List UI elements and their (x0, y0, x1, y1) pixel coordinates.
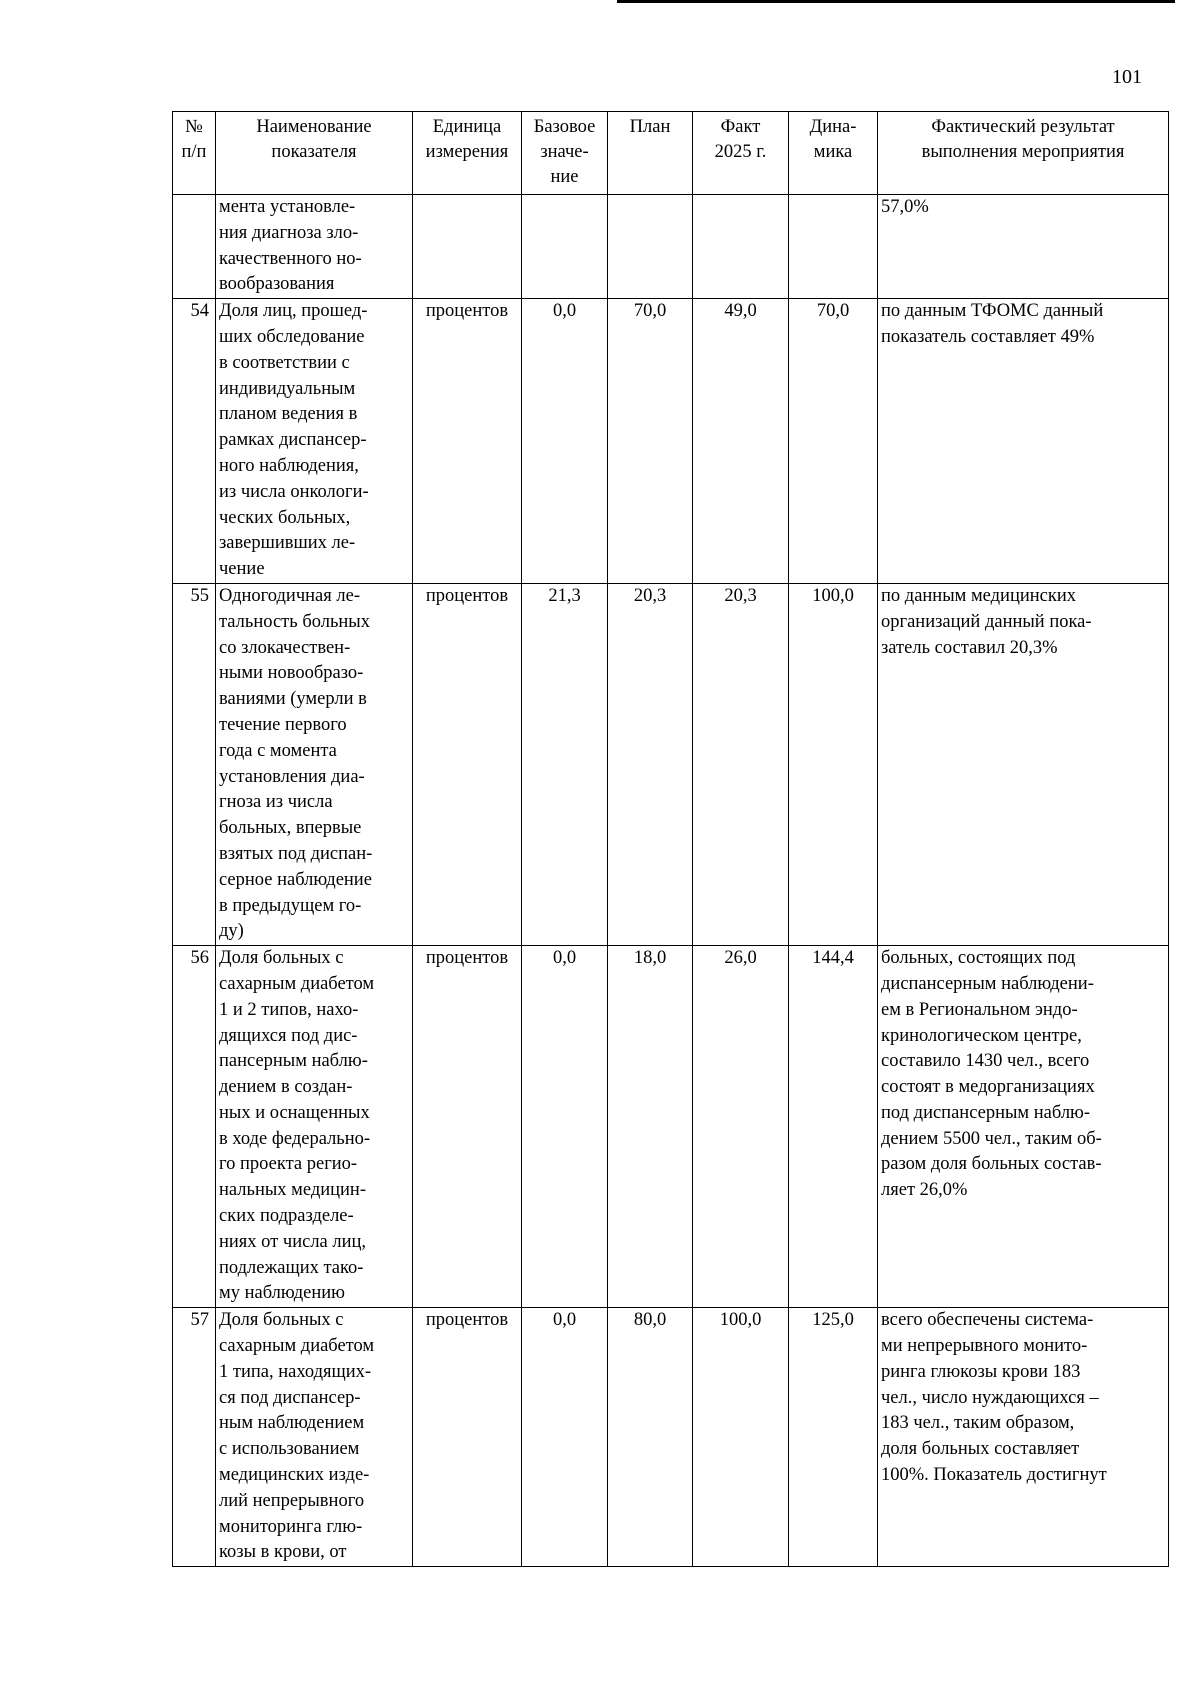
cell-line: чение (219, 559, 265, 580)
table-row (173, 299, 1169, 584)
cell-line: 1 и 2 типов, нахо- (219, 999, 359, 1020)
cell-line: кринологическом центре, (881, 1025, 1082, 1046)
cell-line: со злокачествен- (219, 637, 351, 658)
cell-line: козы в крови, от (219, 1542, 347, 1563)
cell-line: индивидуальным (219, 378, 356, 399)
cell-line: ным наблюдением (219, 1413, 365, 1434)
cell-unit: процентов (413, 1308, 522, 1567)
header-name (216, 112, 413, 195)
page-number: 101 (1112, 66, 1142, 88)
cell-line: ных и оснащенных (219, 1102, 370, 1123)
header-line: мика (813, 142, 853, 162)
cell-line: ваниями (умерли в (219, 689, 367, 710)
cell-result (878, 299, 1169, 584)
header-dynamics (789, 112, 878, 195)
cell-base: 21,3 (522, 583, 608, 945)
cell-result (878, 1308, 1169, 1567)
cell-line: в ходе федерально- (219, 1128, 371, 1149)
cell-dynamics: 125,0 (789, 1308, 878, 1567)
cell-line: ми непрерывного монито- (881, 1336, 1088, 1357)
cell-line: тальность больных (219, 611, 370, 632)
cell-line: ными новообразо- (219, 663, 364, 684)
cell-unit (413, 195, 522, 299)
cell-fact: 49,0 (693, 299, 789, 584)
cell-line: ших обследование (219, 326, 365, 347)
cell-line: под диспансерным наблю- (881, 1102, 1091, 1123)
cell-result (878, 195, 1169, 299)
cell-fact: 100,0 (693, 1308, 789, 1567)
cell-line: ния диагноза зло- (219, 222, 359, 243)
cell-plan: 70,0 (608, 299, 693, 584)
cell-line: планом ведения в (219, 404, 358, 425)
cell-line: в соответствии с (219, 352, 350, 373)
cell-num: 55 (173, 583, 216, 945)
header-plan (608, 112, 693, 195)
cell-line: сахарным диабетом (219, 1336, 375, 1357)
header-result (878, 112, 1169, 195)
cell-line: лий непрерывного (219, 1490, 365, 1511)
cell-num: 56 (173, 946, 216, 1308)
cell-line: года с момента (219, 740, 337, 761)
cell-line: го проекта регио- (219, 1154, 358, 1175)
cell-line: ских подразделе- (219, 1206, 354, 1227)
cell-line: ем в Региональном эндо- (881, 999, 1078, 1020)
cell-line: Доля лиц, прошед- (219, 301, 368, 322)
cell-line: Доля больных с (219, 948, 344, 969)
cell-line: из числа онкологи- (219, 481, 369, 502)
cell-line: 100%. Показатель достигнут (881, 1465, 1107, 1486)
cell-line: всего обеспечены система- (881, 1310, 1094, 1331)
cell-dynamics (789, 195, 878, 299)
cell-line: завершивших ле- (219, 533, 356, 554)
cell-line: ного наблюдения, (219, 455, 359, 476)
header-num (173, 112, 216, 195)
cell-line: ческих больных, (219, 507, 351, 528)
header-line: Единица (432, 117, 502, 137)
cell-line: показатель составляет 49% (881, 326, 1095, 347)
header-line: 2025 г. (714, 142, 767, 162)
cell-line: ду) (219, 921, 244, 942)
cell-line: 1 типа, находящих- (219, 1361, 372, 1382)
cell-fact: 26,0 (693, 946, 789, 1308)
header-line: ние (550, 167, 579, 187)
header-fact (693, 112, 789, 195)
cell-line: разом доля больных состав- (881, 1154, 1102, 1175)
header-line: Фактический результат (931, 117, 1115, 137)
cell-base: 0,0 (522, 1308, 608, 1567)
cell-line: взятых под диспан- (219, 843, 373, 864)
cell-line: по данным ТФОМС данный (881, 301, 1104, 322)
cell-line: ринга глюкозы крови 183 (881, 1361, 1081, 1382)
cell-line: подлежащих тако- (219, 1257, 364, 1278)
cell-line: больных, состоящих под (881, 948, 1076, 969)
cell-line: му наблюдению (219, 1283, 346, 1304)
header-unit (413, 112, 522, 195)
cell-line: установления диа- (219, 766, 365, 787)
cell-line: Одногодичная ле- (219, 585, 360, 606)
header-line: выполнения мероприятия (921, 142, 1125, 162)
indicators-table (172, 111, 1169, 1567)
header-line: Наименование (256, 117, 372, 137)
cell-line: мониторинга глю- (219, 1516, 363, 1537)
cell-plan: 18,0 (608, 946, 693, 1308)
cell-base: 0,0 (522, 299, 608, 584)
table-row (173, 1308, 1169, 1567)
cell-line: 57,0% (881, 197, 929, 217)
table-row (173, 583, 1169, 945)
cell-line: составило 1430 чел., всего (881, 1051, 1090, 1072)
cell-name (216, 299, 413, 584)
cell-fact (693, 195, 789, 299)
header-line: измерения (425, 142, 509, 162)
cell-line: дящихся под дис- (219, 1025, 358, 1046)
cell-num: 57 (173, 1308, 216, 1567)
cell-line: течение первого (219, 714, 347, 735)
cell-unit: процентов (413, 299, 522, 584)
cell-num (173, 195, 216, 299)
cell-result (878, 583, 1169, 945)
cell-plan: 80,0 (608, 1308, 693, 1567)
cell-name (216, 195, 413, 299)
cell-result (878, 946, 1169, 1308)
cell-line: организаций данный пока- (881, 611, 1092, 632)
cell-line: серное наблюдение (219, 869, 372, 890)
cell-unit: процентов (413, 583, 522, 945)
cell-plan: 20,3 (608, 583, 693, 945)
cell-line: нальных медицин- (219, 1180, 366, 1201)
cell-line: состоят в медорганизациях (881, 1077, 1095, 1098)
cell-unit: процентов (413, 946, 522, 1308)
header-line: значе- (540, 142, 589, 162)
header-line: Базовое (533, 117, 596, 137)
cell-line: дением 5500 чел., таким об- (881, 1128, 1102, 1149)
cell-dynamics: 70,0 (789, 299, 878, 584)
cell-fact: 20,3 (693, 583, 789, 945)
header-line: Факт (720, 117, 761, 137)
table-row (173, 946, 1169, 1308)
cell-line: дением в создан- (219, 1077, 353, 1098)
cell-line: Доля больных с (219, 1310, 344, 1331)
header-line: показателя (271, 142, 357, 162)
table-row (173, 195, 1169, 299)
header-line: План (629, 117, 671, 137)
cell-base (522, 195, 608, 299)
cell-line: с использованием (219, 1439, 360, 1460)
top-border-line (617, 0, 1175, 3)
cell-name (216, 946, 413, 1308)
header-line: Дина- (809, 117, 857, 137)
cell-plan (608, 195, 693, 299)
cell-num: 54 (173, 299, 216, 584)
cell-line: в предыдущем го- (219, 895, 362, 916)
cell-line: диспансерным наблюдени- (881, 973, 1094, 994)
cell-line: по данным медицинских (881, 585, 1076, 606)
cell-line: 183 чел., таким образом, (881, 1413, 1075, 1434)
cell-line: пансерным наблю- (219, 1051, 368, 1072)
cell-line: качественного но- (219, 248, 362, 269)
cell-line: чел., число нуждающихся – (881, 1387, 1099, 1408)
cell-line: затель составил 20,3% (881, 637, 1058, 658)
cell-line: мента установле- (219, 197, 356, 217)
cell-dynamics: 100,0 (789, 583, 878, 945)
cell-line: вообразования (219, 274, 335, 295)
header-row (173, 112, 1169, 195)
cell-base: 0,0 (522, 946, 608, 1308)
cell-line: ниях от числа лиц, (219, 1231, 367, 1252)
cell-line: ся под диспансер- (219, 1387, 361, 1408)
cell-line: сахарным диабетом (219, 973, 375, 994)
cell-line: гноза из числа (219, 792, 333, 813)
cell-name (216, 1308, 413, 1567)
header-base (522, 112, 608, 195)
cell-line: рамках диспансер- (219, 430, 367, 451)
header-line: № (185, 117, 203, 137)
cell-line: ляет 26,0% (881, 1180, 968, 1201)
cell-line: больных, впервые (219, 818, 362, 839)
cell-dynamics: 144,4 (789, 946, 878, 1308)
header-line: п/п (181, 142, 207, 162)
cell-line: медицинских изде- (219, 1465, 370, 1486)
cell-line: доля больных составляет (881, 1439, 1080, 1460)
cell-name (216, 583, 413, 945)
